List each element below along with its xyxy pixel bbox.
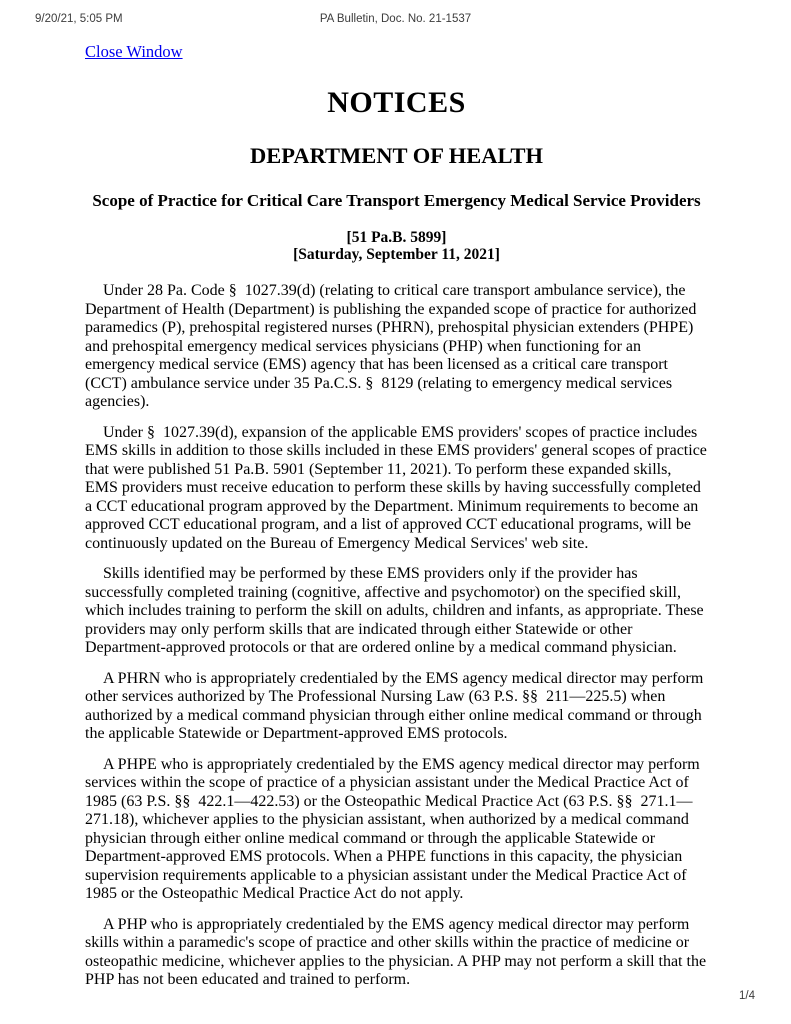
print-doc-title: PA Bulletin, Doc. No. 21-1537 xyxy=(319,13,472,25)
body-text xyxy=(85,282,711,990)
close-window-link[interactable]: Close Window xyxy=(85,42,183,61)
paragraph: Skills identified may be performed by these EMS providers only if the provider has successfully completed training (cognitive, affective and psychomotor) on the specified skill, which includes training to perform the skill on adults, children and infants, as appropriate. These providers may only perform skills that are indicated through either Statewide or other Department-approved protocols or that are ordered online by a medical command physician. xyxy=(85,565,708,656)
print-header xyxy=(0,13,791,29)
paragraph: A PHRN who is appropriately credentialed by the EMS agency medical director may perform other services authorized by The Professional Nursing Law (63 P.S. §§ 211—225.5) when authorized by a medical command physician through either online medical command or through the applicable Statewide or Department-approved EMS protocols. xyxy=(85,669,708,742)
paragraph: Under 28 Pa. Code § 1027.39(d) (relating to critical care transport ambulance service), the Department of Health (Department) is publishing the expanded scope of practice for authorized paramedics (P), prehospital registered nurses (PHRN), prehospital physician extenders (PHPE) and prehospital emergency medical services physicians (PHP) when functioning for an emergency medical service (EMS) agency that has been licensed as a critical care transport (CCT) ambulance service under 35 Pa.C.S. § 8129 (relating to emergency medical services agencies). xyxy=(85,282,701,410)
notices-heading: NOTICES xyxy=(327,86,466,119)
paragraph: A PHPE who is appropriately credentialed by the EMS agency medical director may perform services within the scope of practice of a physician assistant under the Medical Practice Act of 1985 (63 P.S. §§ 422.1—422.53) or the Osteopathic Medical Practice Act (63 P.S. §§ 271.1—271.18), whichever applies to the physician assistant, when authorized by a medical command physician through either online medical command or through the applicable Statewide or Department-approved EMS protocols. When a PHPE functions in this capacity, the physician supervision requirements applicable to a physician assistant under the Medical Practice Act of 1985 or the Osteopathic Medical Practice Act do not apply. xyxy=(85,755,704,902)
document-content xyxy=(85,42,711,1002)
agency-heading: DEPARTMENT OF HEALTH xyxy=(249,143,543,168)
paragraph: A PHP who is appropriately credentialed by the EMS agency medical director may perform skills within a paramedic's scope of practice and other skills within the practice of medicine or osteopathic medicine, whichever applies to the physician. A PHP may not perform a skill that the PHP has not been educated and trained to perform. xyxy=(85,915,711,988)
citation-block xyxy=(85,230,708,263)
document-title: Scope of Practice for Critical Care Transport Emergency Medical Service Providers xyxy=(92,191,701,210)
page-number-indicator: 1/4 xyxy=(739,990,755,1002)
paragraph: Under § 1027.39(d), expansion of the applicable EMS providers' scopes of practice includes EMS skills in addition to those skills included in these EMS providers' general scopes of practice that were published 51 Pa.B. 5901 (September 11, 2021). To perform these expanded skills, EMS providers must receive education to perform these skills by having successfully completed a CCT educational program approved by the Department. Minimum requirements to become an approved CCT educational program, and a list of approved CCT educational programs, will be continuously updated on the Bureau of Emergency Medical Services' web site. xyxy=(85,423,711,552)
bulletin-citation: [51 Pa.B. 5899] xyxy=(346,229,447,246)
print-timestamp: 9/20/21, 5:05 PM xyxy=(35,13,123,25)
issue-date: [Saturday, September 11, 2021] xyxy=(293,245,500,263)
